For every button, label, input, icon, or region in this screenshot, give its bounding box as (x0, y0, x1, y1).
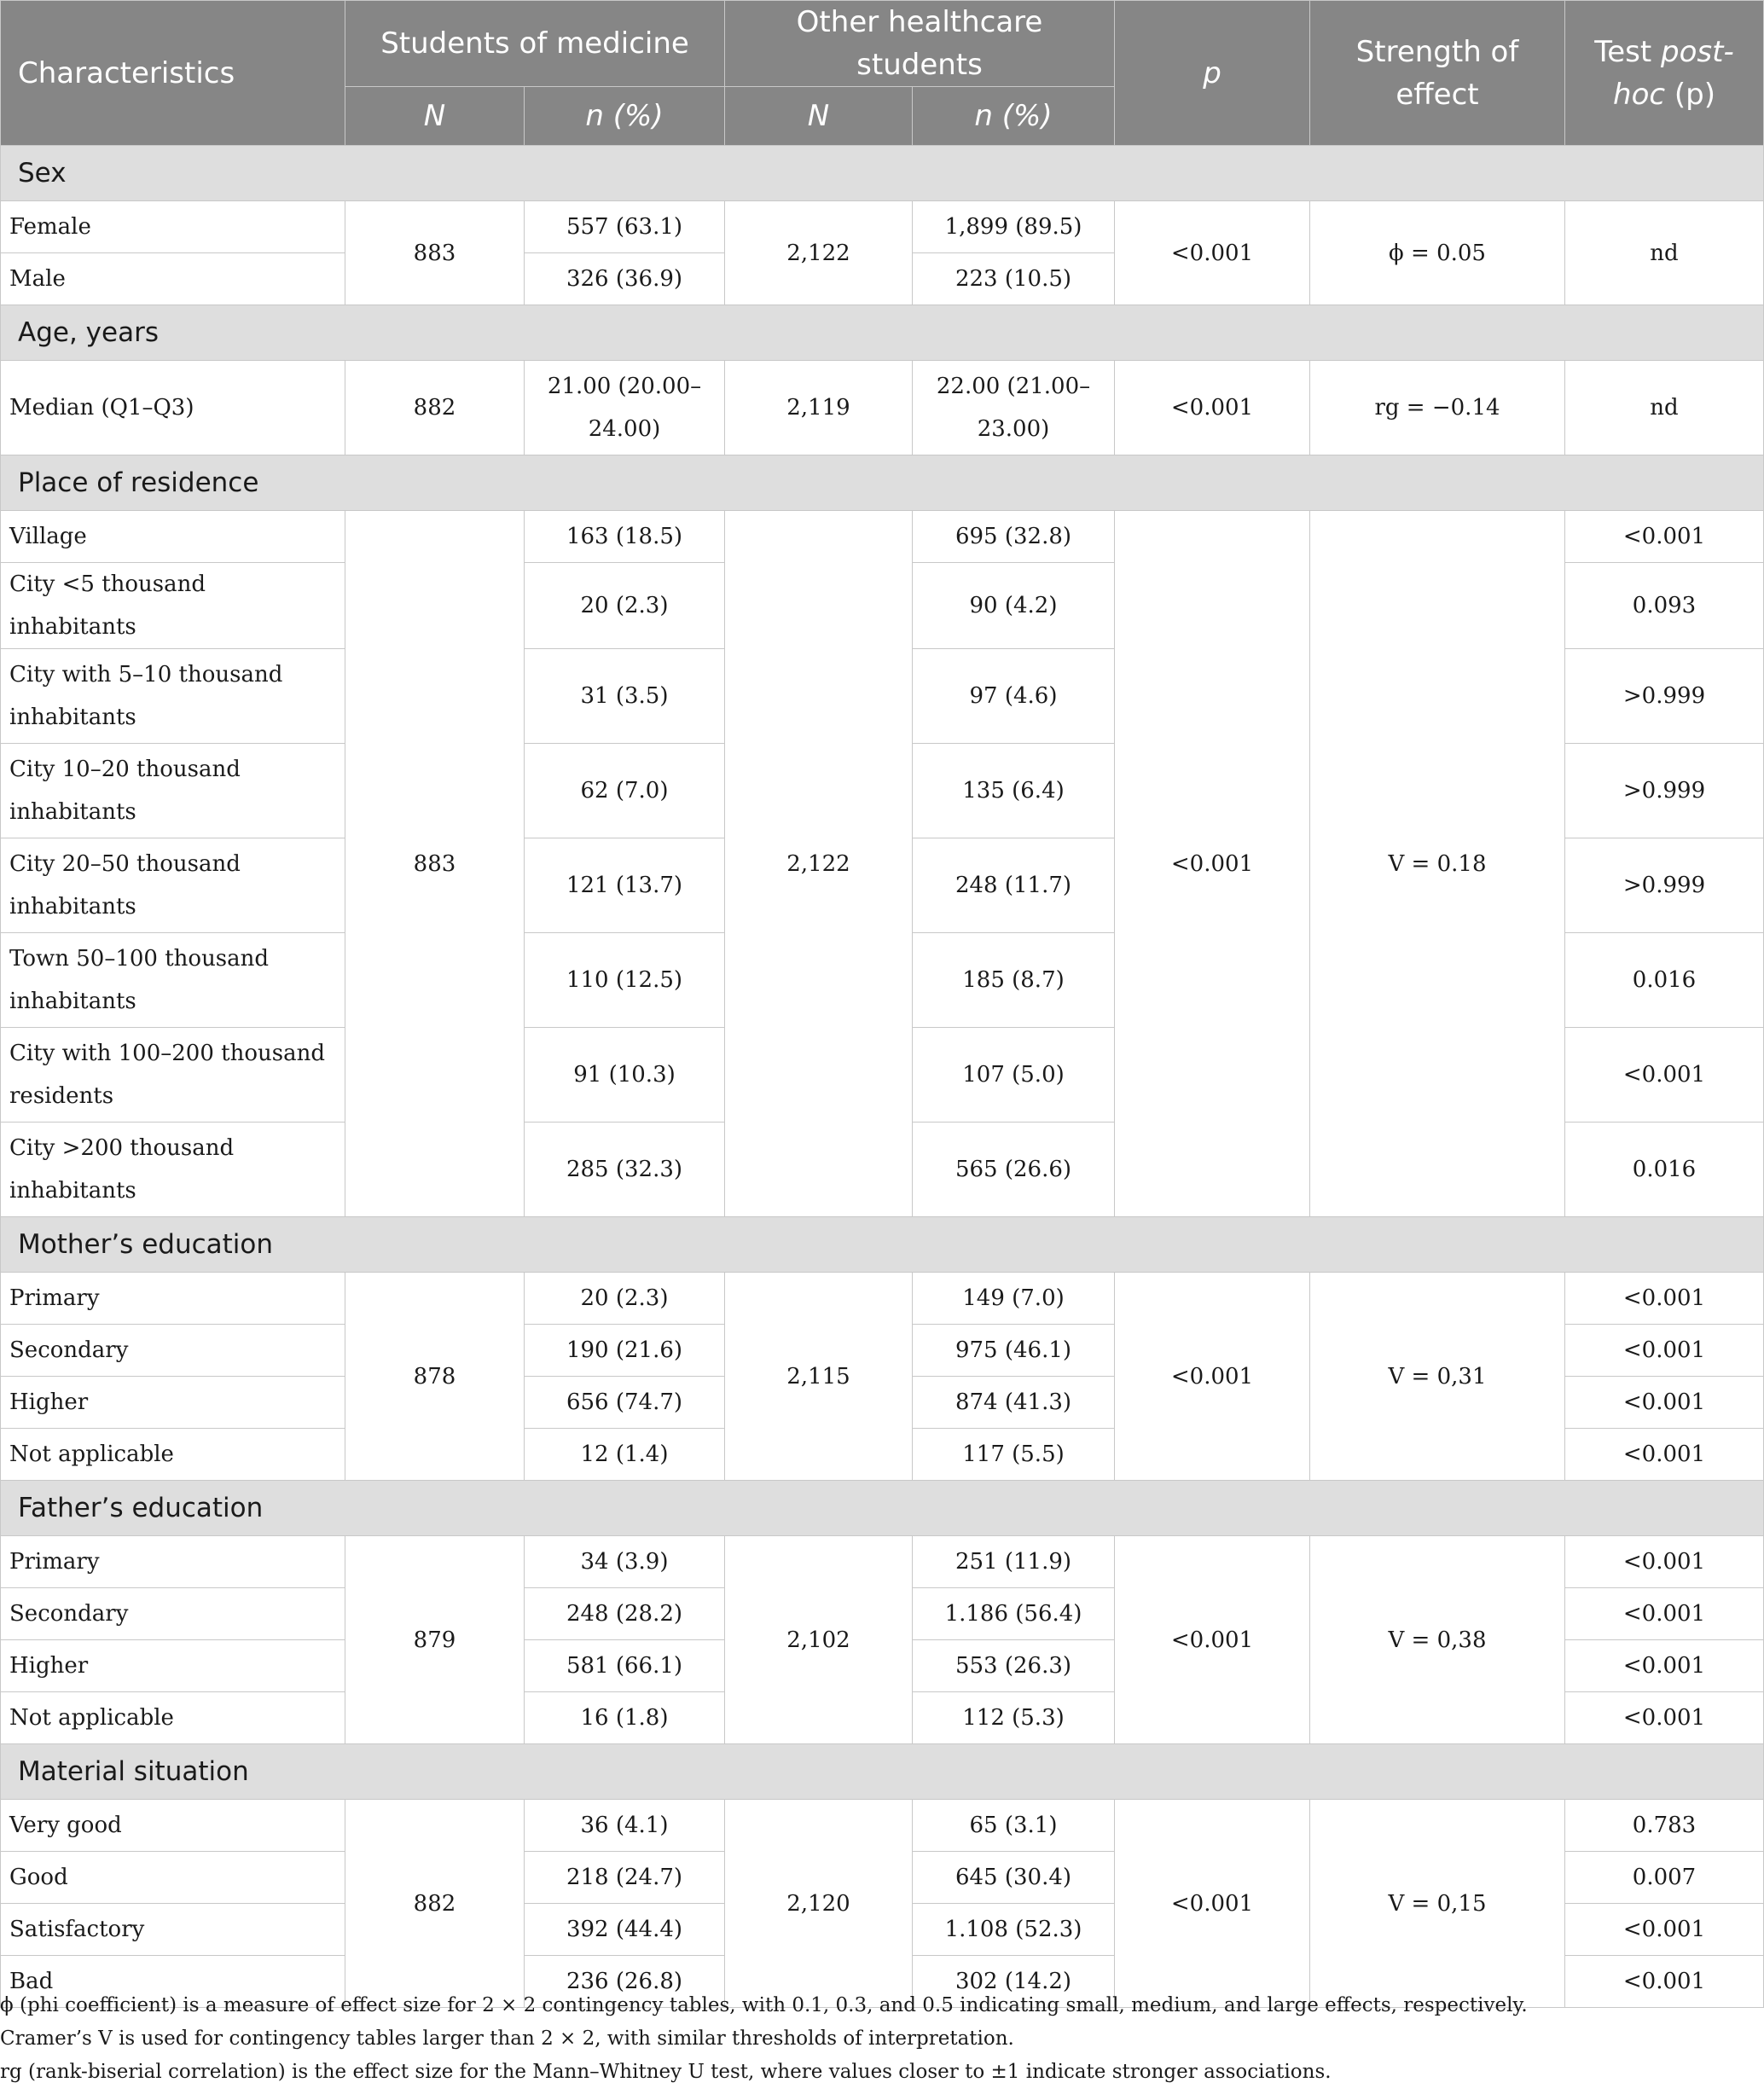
header-posthoc (1565, 1, 1764, 146)
p-value: <0.001 (1115, 201, 1310, 305)
count-medicine: 392 (44.4) (525, 1904, 725, 1956)
posthoc-value: 0.007 (1565, 1852, 1764, 1904)
posthoc-value: <0.001 (1565, 1904, 1764, 1956)
table-row (1, 361, 1764, 455)
count-medicine: 557 (63.1) (525, 201, 725, 253)
section-header-age (1, 305, 1764, 361)
n-total-other: 2,119 (725, 361, 913, 455)
posthoc-value: <0.001 (1565, 1325, 1764, 1377)
n-total-medicine: 878 (345, 1273, 525, 1481)
footnote-rg: rg (rank-biserial correlation) is the effect size for the Mann–Whitney U test, where values closer to ±1 indicate stronger associations. (0, 2061, 1332, 2083)
header-posthoc-italic: post-hoc (1613, 34, 1734, 112)
section-title: Material situation (1, 1744, 1764, 1800)
p-value: <0.001 (1115, 511, 1310, 1217)
footnote-cramer: Cramer’s V is used for contingency tables larger than 2 × 2, with similar thresholds of interpretation. (0, 2027, 1014, 2050)
count-medicine: 16 (1.8) (525, 1692, 725, 1744)
p-value: <0.001 (1115, 1273, 1310, 1481)
row-label: City 10–20 thousand inhabitants (1, 744, 345, 838)
header-N-oth: N (725, 87, 913, 146)
p-value: <0.001 (1115, 1536, 1310, 1744)
count-other: 565 (26.6) (913, 1123, 1115, 1217)
count-medicine: 36 (4.1) (525, 1800, 725, 1852)
count-other: 553 (26.3) (913, 1640, 1115, 1692)
posthoc-value: 0.016 (1565, 933, 1764, 1028)
section-header-mother (1, 1217, 1764, 1273)
header-p: p (1115, 1, 1310, 146)
row-label: Higher (1, 1377, 345, 1429)
count-medicine: 12 (1.4) (525, 1429, 725, 1481)
header-strength: Strength of effect (1310, 1, 1565, 146)
section-title: Age, years (1, 305, 1764, 361)
header-n-pct-med: n (%) (525, 87, 725, 146)
row-label: Bad (1, 1956, 345, 2008)
effect-size: V = 0,31 (1310, 1273, 1565, 1481)
row-label: Secondary (1, 1588, 345, 1640)
n-total-other: 2,115 (725, 1273, 913, 1481)
row-label: Not applicable (1, 1429, 345, 1481)
posthoc-value: <0.001 (1565, 1377, 1764, 1429)
header-n-pct-oth: n (%) (913, 87, 1115, 146)
table-body (1, 146, 1764, 2008)
count-other: 117 (5.5) (913, 1429, 1115, 1481)
n-total-medicine: 882 (345, 1800, 525, 2008)
count-other: 112 (5.3) (913, 1692, 1115, 1744)
posthoc-value: >0.999 (1565, 838, 1764, 933)
row-label: City 20–50 thousand inhabitants (1, 838, 345, 933)
effect-size: ϕ = 0.05 (1310, 201, 1565, 305)
row-label: Not applicable (1, 1692, 345, 1744)
row-label: City with 100–200 thousand residents (1, 1028, 345, 1123)
posthoc-value: <0.001 (1565, 1429, 1764, 1481)
count-medicine: 34 (3.9) (525, 1536, 725, 1588)
count-other: 874 (41.3) (913, 1377, 1115, 1429)
row-label: Male (1, 253, 345, 305)
count-other: 645 (30.4) (913, 1852, 1115, 1904)
count-other: 1.186 (56.4) (913, 1588, 1115, 1640)
posthoc-value: nd (1565, 361, 1764, 455)
count-medicine: 163 (18.5) (525, 511, 725, 563)
header-other-healthcare: Other healthcare students (725, 1, 1115, 87)
table-row (1, 511, 1764, 563)
posthoc-value: >0.999 (1565, 744, 1764, 838)
count-other: 65 (3.1) (913, 1800, 1115, 1852)
section-header-residence (1, 455, 1764, 511)
row-label: Very good (1, 1800, 345, 1852)
count-other: 695 (32.8) (913, 511, 1115, 563)
count-medicine: 326 (36.9) (525, 253, 725, 305)
count-other: 90 (4.2) (913, 563, 1115, 649)
header-posthoc-prefix: Test (1594, 34, 1662, 69)
posthoc-value: <0.001 (1565, 1640, 1764, 1692)
table-row (1, 1273, 1764, 1325)
posthoc-value: <0.001 (1565, 1028, 1764, 1123)
posthoc-value: 0.093 (1565, 563, 1764, 649)
section-title: Father’s education (1, 1481, 1764, 1536)
section-header-sex (1, 146, 1764, 201)
posthoc-value: <0.001 (1565, 1956, 1764, 2008)
count-other: 135 (6.4) (913, 744, 1115, 838)
p-value: <0.001 (1115, 361, 1310, 455)
count-other: 22.00 (21.00–23.00) (913, 361, 1115, 455)
count-other: 251 (11.9) (913, 1536, 1115, 1588)
count-medicine: 21.00 (20.00–24.00) (525, 361, 725, 455)
n-total-medicine: 883 (345, 511, 525, 1217)
count-medicine: 31 (3.5) (525, 649, 725, 744)
n-total-other: 2,122 (725, 511, 913, 1217)
posthoc-value: >0.999 (1565, 649, 1764, 744)
count-medicine: 248 (28.2) (525, 1588, 725, 1640)
effect-size: V = 0,38 (1310, 1536, 1565, 1744)
count-other: 185 (8.7) (913, 933, 1115, 1028)
count-medicine: 656 (74.7) (525, 1377, 725, 1429)
row-label: Good (1, 1852, 345, 1904)
count-medicine: 20 (2.3) (525, 1273, 725, 1325)
n-total-medicine: 882 (345, 361, 525, 455)
count-medicine: 236 (26.8) (525, 1956, 725, 2008)
row-label: Primary (1, 1273, 345, 1325)
section-header-material (1, 1744, 1764, 1800)
posthoc-value: 0.016 (1565, 1123, 1764, 1217)
posthoc-value: <0.001 (1565, 1536, 1764, 1588)
n-total-other: 2,120 (725, 1800, 913, 2008)
n-total-medicine: 883 (345, 201, 525, 305)
header-students-medicine: Students of medicine (345, 1, 725, 87)
count-medicine: 91 (10.3) (525, 1028, 725, 1123)
effect-size: V = 0.18 (1310, 511, 1565, 1217)
header-N-med: N (345, 87, 525, 146)
effect-size: V = 0,15 (1310, 1800, 1565, 2008)
table-footnotes (0, 1989, 1757, 2089)
count-other: 1,899 (89.5) (913, 201, 1115, 253)
posthoc-value: <0.001 (1565, 1273, 1764, 1325)
row-label: City >200 thousand inhabitants (1, 1123, 345, 1217)
count-medicine: 190 (21.6) (525, 1325, 725, 1377)
row-label: Village (1, 511, 345, 563)
n-total-other: 2,102 (725, 1536, 913, 1744)
table-row (1, 201, 1764, 253)
row-label: Higher (1, 1640, 345, 1692)
p-value: <0.001 (1115, 1800, 1310, 2008)
effect-size: rg = −0.14 (1310, 361, 1565, 455)
posthoc-value: <0.001 (1565, 511, 1764, 563)
posthoc-value: 0.783 (1565, 1800, 1764, 1852)
count-other: 149 (7.0) (913, 1273, 1115, 1325)
row-label: Median (Q1–Q3) (1, 361, 345, 455)
row-label: Primary (1, 1536, 345, 1588)
count-other: 223 (10.5) (913, 253, 1115, 305)
posthoc-value: <0.001 (1565, 1588, 1764, 1640)
count-other: 302 (14.2) (913, 1956, 1115, 2008)
section-title: Sex (1, 146, 1764, 201)
row-label: City with 5–10 thousand inhabitants (1, 649, 345, 744)
count-medicine: 62 (7.0) (525, 744, 725, 838)
footnote-phi: ϕ (phi coefficient) is a measure of effect size for 2 × 2 contingency tables, with 0.1, 0.3, and 0.5 indicating small, medium, and large effects, respectively. (0, 1994, 1528, 2016)
count-medicine: 121 (13.7) (525, 838, 725, 933)
n-total-medicine: 879 (345, 1536, 525, 1744)
count-medicine: 20 (2.3) (525, 563, 725, 649)
row-label: City <5 thousand inhabitants (1, 563, 345, 649)
row-label: Secondary (1, 1325, 345, 1377)
section-title: Mother’s education (1, 1217, 1764, 1273)
table-row (1, 1800, 1764, 1852)
count-medicine: 285 (32.3) (525, 1123, 725, 1217)
count-other: 1.108 (52.3) (913, 1904, 1115, 1956)
row-label: Satisfactory (1, 1904, 345, 1956)
row-label: Town 50–100 thousand inhabitants (1, 933, 345, 1028)
count-other: 97 (4.6) (913, 649, 1115, 744)
count-medicine: 110 (12.5) (525, 933, 725, 1028)
section-header-father (1, 1481, 1764, 1536)
table-row (1, 1536, 1764, 1588)
count-medicine: 218 (24.7) (525, 1852, 725, 1904)
row-label: Female (1, 201, 345, 253)
posthoc-value: nd (1565, 201, 1764, 305)
header-posthoc-suffix: (p) (1665, 77, 1715, 112)
n-total-other: 2,122 (725, 201, 913, 305)
count-other: 107 (5.0) (913, 1028, 1115, 1123)
count-medicine: 581 (66.1) (525, 1640, 725, 1692)
posthoc-value: <0.001 (1565, 1692, 1764, 1744)
count-other: 975 (46.1) (913, 1325, 1115, 1377)
header-characteristics: Characteristics (1, 1, 345, 146)
count-other: 248 (11.7) (913, 838, 1115, 933)
section-title: Place of residence (1, 455, 1764, 511)
